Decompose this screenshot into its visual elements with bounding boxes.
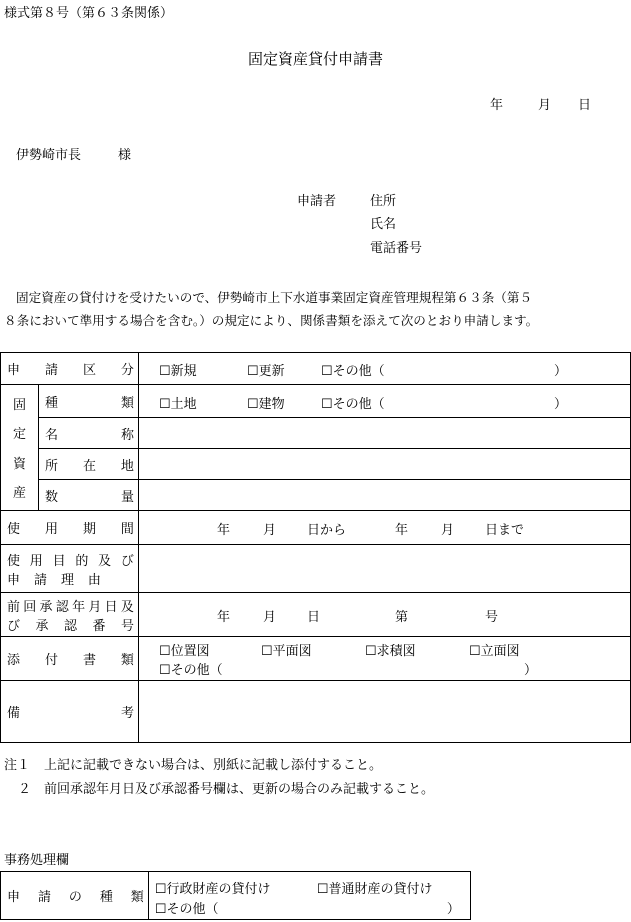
quantity-field[interactable] [138,480,630,511]
asset-group-char: 産 [12,486,26,502]
purpose-label-1-char: 用 [29,553,43,569]
location-field[interactable] [138,449,630,480]
form-number: 様式第８号（第６３条関係） [4,6,174,21]
asset-group-char: 定 [12,427,26,443]
option-admin-property[interactable]: ☐行政財産の貸付け [154,882,271,897]
application-type-label-char: 区 [82,363,96,378]
prev-label-1-char: 承 [39,599,53,615]
purpose-label-1-char: 及 [98,553,112,569]
attachments-label-char: 類 [120,653,134,668]
period-day-1: 日から [306,523,346,538]
option-office-other-close: ） [446,902,460,917]
purpose-label-1-char: 目 [52,553,66,569]
remarks-label [7,702,134,721]
option-renewal[interactable]: ☐更新 [246,364,285,379]
row-purpose [1,545,631,593]
purpose-label-1-char: び [120,553,134,569]
prev-label-1 [7,596,134,615]
period-label-char: 期 [82,522,96,537]
attachments-label-char: 書 [82,653,96,668]
attachments-label-char: 付 [44,653,58,668]
prev-label-2 [7,615,134,634]
prev-label-1-char: 前 [7,599,21,615]
row-period [1,511,631,545]
attachments-label [7,649,134,668]
purpose-label-2-char: 由 [87,572,101,588]
purpose-label-2-char: 理 [60,572,74,588]
name-field[interactable] [138,418,630,449]
option-attachment-other[interactable]: ☐その他（ [158,663,223,678]
application-type-label-char: 分 [120,363,134,378]
row-location [1,449,631,480]
prev-number-suffix: 号 [484,610,498,625]
prev-number-prefix: 第 [394,610,408,625]
date-month: 月 [538,98,552,113]
office-heading: 事務処理欄 [4,853,70,868]
prev-label-2-char: 番 [92,618,106,634]
note-2: 前回承認年月日及び承認番号欄は、更新の場合のみ記載すること。 [44,782,435,797]
prev-label-2-char: 認 [63,618,77,634]
date-day: 日 [578,98,592,113]
purpose-label-1-char: 的 [75,553,89,569]
name-label [45,424,134,443]
row-application-type [1,353,631,385]
option-asset-other-close: ） [553,397,567,412]
application-kind-label-char: 申 [7,890,21,905]
option-new[interactable]: ☐新規 [158,364,197,379]
row-remarks [1,681,631,743]
location-label-char: 所 [44,458,58,474]
period-field[interactable] [139,511,630,544]
page-title: 固定資産貸付申請書 [247,50,383,68]
prev-year: 年 [216,610,230,625]
row-quantity [1,480,631,511]
addressee-honorific: 様 [118,148,132,163]
quantity-label [45,486,134,505]
applicant-phone: 電話番号 [370,241,423,256]
location-label-char: 地 [120,458,134,474]
note-1-number: 注１ [4,758,31,773]
option-general-property[interactable]: ☐普通財産の貸付け [316,882,433,897]
application-kind-label-char: の [68,890,82,905]
remarks-label-char: 考 [120,706,134,721]
application-type-label [7,359,134,378]
applicant-address: 住所 [370,194,397,209]
name-label-char: 称 [120,427,134,443]
application-table [0,352,631,743]
location-label [45,455,134,474]
option-asset-other[interactable]: ☐その他（ [320,397,385,412]
application-type-label-char: 請 [44,363,58,378]
application-kind-label [7,886,144,905]
purpose-label-2-char: 申 [7,572,21,588]
period-label-char: 使 [7,522,21,537]
option-area-map[interactable]: ☐求積図 [364,644,416,659]
option-land[interactable]: ☐土地 [158,397,197,412]
period-day-2: 日まで [484,523,524,538]
prev-label-1-char: 年 [72,599,86,615]
prev-label-1-char: 日 [104,599,118,615]
note-2-number: ２ [18,782,32,797]
prev-label-1-char: 及 [120,599,134,615]
row-previous-approval [1,593,631,637]
name-label-char: 名 [44,427,58,443]
purpose-label-1-char: 使 [7,553,21,569]
period-month-2: 月 [440,523,454,538]
asset-group-label [1,385,39,511]
asset-type-label-char: 種 [44,395,58,411]
purpose-label-1 [7,550,134,569]
prev-label-2-char: 号 [120,618,134,634]
note-1: 上記に記載できない場合は、別紙に記載し添付すること。 [44,758,383,773]
period-month-1: 月 [262,523,276,538]
period-year-1: 年 [216,523,230,538]
row-name [1,418,631,449]
purpose-label-2 [7,569,101,588]
prev-label-2-char: 承 [35,618,49,634]
application-type-label-char: 申 [7,363,21,378]
period-label-char: 用 [44,522,58,537]
period-label [7,518,134,537]
option-office-other[interactable]: ☐その他（ [154,902,219,917]
period-year-2: 年 [394,523,408,538]
option-other-close: ） [553,364,567,379]
applicant-name: 氏名 [370,217,397,232]
prev-label-2-char: び [7,618,21,634]
option-floor-plan[interactable]: ☐平面図 [260,644,312,659]
period-label-char: 間 [120,522,134,537]
date-year: 年 [490,98,504,113]
application-kind-label-char: 類 [130,890,144,905]
option-location-map[interactable]: ☐位置図 [158,644,210,659]
option-attachment-other-close: ） [523,663,537,678]
office-table [0,871,471,920]
previous-approval-field[interactable] [139,593,630,636]
quantity-label-char: 数 [44,489,58,505]
asset-group-char: 固 [12,397,26,413]
asset-type-label-char: 類 [120,395,134,411]
prev-month: 月 [262,610,276,625]
attachments-label-char: 添 [7,653,21,668]
body-line-1: 固定資産の貸付けを受けたいので、伊勢崎市上下水道事業固定資産管理規程第６３条（第５ [16,290,533,305]
row-asset-type [1,385,631,418]
body-line-2: ８条において準用する場合を含む。）の規定により、関係書類を添えて次のとおり申請します。 [4,313,539,328]
prev-label-1-char: 認 [55,599,69,615]
purpose-label-2-char: 請 [33,572,47,588]
prev-label-1-char: 回 [23,599,37,615]
remarks-field[interactable] [138,681,630,743]
option-other[interactable]: ☐その他（ [320,364,385,379]
option-elevation[interactable]: ☐立面図 [468,644,520,659]
application-kind-label-char: 請 [37,890,51,905]
addressee-name: 伊勢崎市長 [16,148,82,163]
quantity-label-char: 量 [120,489,134,505]
row-attachments [1,637,631,681]
option-building[interactable]: ☐建物 [246,397,285,412]
prev-day: 日 [306,610,320,625]
prev-label-1-char: 月 [88,599,102,615]
asset-type-label [45,392,134,411]
row-application-kind [1,872,471,920]
location-label-char: 在 [82,458,96,474]
purpose-field[interactable] [138,545,630,593]
application-kind-label-char: 種 [99,890,113,905]
applicant-label: 申請者 [297,194,337,209]
asset-group-char: 資 [12,456,26,472]
remarks-label-char: 備 [7,706,21,721]
